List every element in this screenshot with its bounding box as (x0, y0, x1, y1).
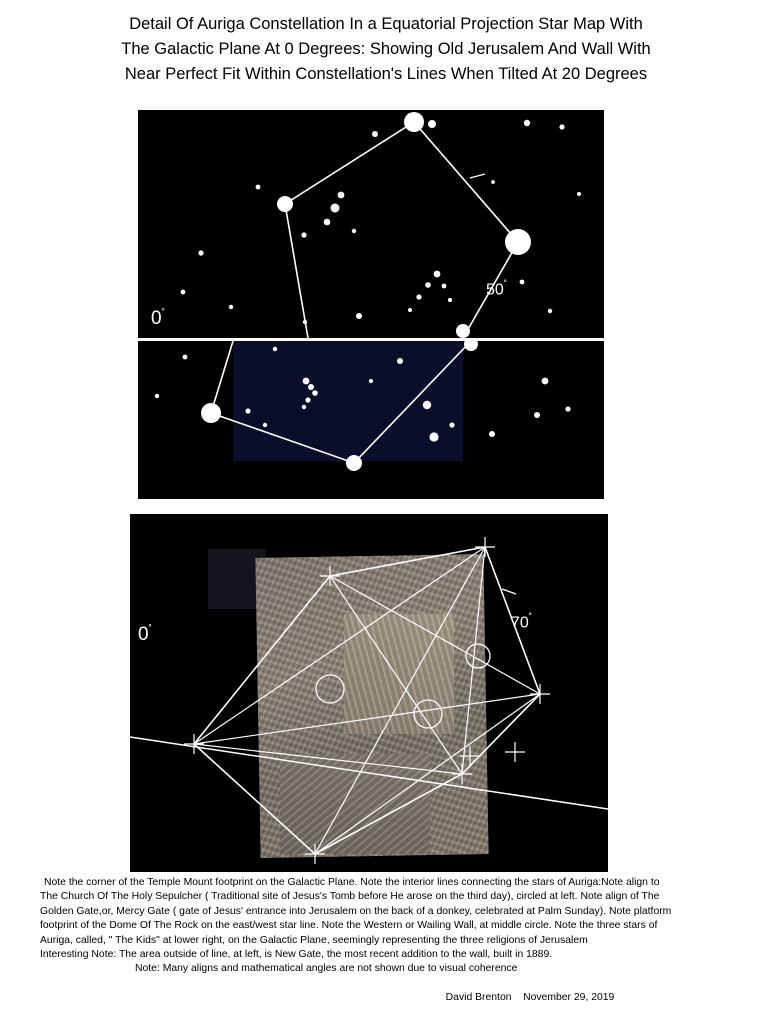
angle-label-50: 50˚ (486, 280, 508, 299)
page-title (50, 12, 722, 87)
angle-label-0-top: 0˚ (151, 308, 165, 329)
interior-align-lines (194, 547, 540, 854)
notes-block (40, 876, 730, 1003)
star-field (181, 112, 581, 338)
note-line-4: footprint of the Dome Of The Rock on the east/west star line. Note the Western or Wailing Wall, at middle circle. Note the three stars of (40, 920, 658, 932)
note-line-6: Interesting Note: The area outside of line, at left, is New Gate, the most recent addition to the wall, built in 1889. (40, 949, 553, 961)
satellite-panel (130, 514, 608, 872)
star-field-bottom (155, 341, 571, 471)
page-title-line-2: The Galactic Plane At 0 Degrees: Showing Old Jerusalem And Wall With (121, 40, 651, 58)
satellite-overlay (130, 514, 608, 872)
constellation-polygon (194, 547, 540, 854)
note-line-2: The Church Of The Holy Sepulcher ( Traditional site of Jesus's Tomb before He arose on the third day), circled at left. Note align of The (40, 891, 660, 903)
note-line-7: Note: Many aligns and mathematical angles are not shown due to visual coherence (135, 963, 518, 975)
marker-dome-of-the-rock (466, 644, 490, 668)
constellation-lines (285, 122, 518, 338)
signature (40, 991, 730, 1005)
angle-tick-50 (470, 174, 485, 178)
page-title-line-1: Detail Of Auriga Constellation In a Equatorial Projection Star Map With (129, 15, 643, 33)
signature-author: David Brenton (445, 992, 512, 1003)
constellation-lines-bottom (211, 341, 471, 463)
star-map-bottom-panel (138, 341, 604, 499)
angle-label-0-bottom: 0˚ (138, 624, 152, 645)
note-line-5: Auriga, called, " The Kids" at lower right, on the Galactic Plane, seemingly representing the three religions of Jerusalem (40, 934, 588, 946)
angle-tick-70 (502, 589, 516, 594)
star-map-bottom-overlay (138, 341, 604, 499)
signature-date: November 29, 2019 (523, 992, 615, 1003)
note-line-1: Note the corner of the Temple Mount footprint on the Galactic Plane. Note the interior lines connecting the stars of Auriga:Note align to (44, 877, 660, 888)
angle-label-70: 70˚ (511, 613, 533, 632)
marker-holy-sepulcher (316, 675, 344, 703)
galactic-plane-line (130, 737, 608, 809)
star-map-top-overlay (138, 110, 604, 338)
star-map-top-panel (138, 110, 604, 338)
page-title-line-3: Near Perfect Fit Within Constellation's Lines When Tilted At 20 Degrees (124, 65, 648, 83)
note-line-3: Golden Gate,or, Mercy Gate ( gate of Jesus' entrance into Jerusalem on the back of a donkey, celebrated at Palm Sunday). Note platform (40, 905, 672, 917)
